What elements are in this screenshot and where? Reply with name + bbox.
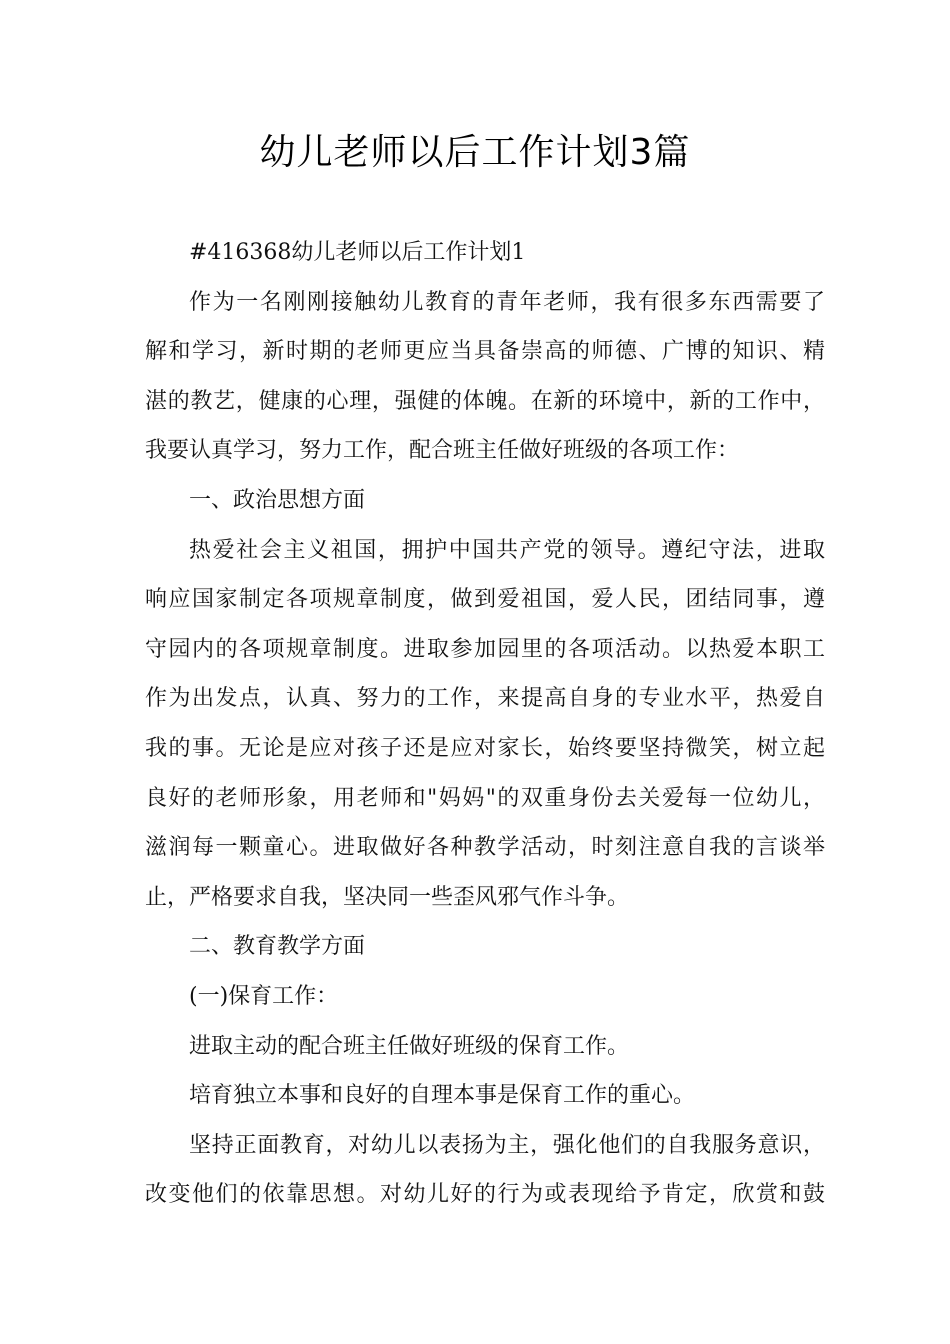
section-heading-education bbox=[145, 922, 825, 972]
paragraph-care-1 bbox=[145, 1022, 825, 1072]
text-line: 培育独立本事和良好的自理本事是保育工作的重心。 bbox=[189, 1083, 696, 1109]
subsection-heading-care bbox=[145, 972, 825, 1022]
text-line: 一、政治思想方面 bbox=[189, 487, 366, 513]
text-line: 我要认真学习，努力工作，配合班主任做好班级的各项工作： bbox=[145, 438, 740, 464]
text-line: (一)保育工作： bbox=[189, 983, 339, 1009]
paragraph-heading-1 bbox=[145, 228, 825, 278]
text-line: #416368幼儿老师以后工作计划1 bbox=[189, 240, 526, 265]
text-line: 良好的老师形象，用老师和"妈妈"的双重身份去关爱每一位幼儿， bbox=[145, 785, 825, 811]
text-line: 止，严格要求自我，坚决同一些歪风邪气作斗争。 bbox=[145, 884, 630, 910]
text-line: 作为一名刚刚接触幼儿教育的青年老师，我有很多东西需要了 bbox=[189, 289, 825, 315]
paragraph-political bbox=[145, 526, 825, 923]
text-line: 二、教育教学方面 bbox=[189, 934, 366, 960]
text-line: 坚持正面教育，对幼儿以表扬为主，强化他们的自我服务意识， bbox=[189, 1132, 825, 1158]
document-body bbox=[145, 228, 825, 1220]
paragraph-intro bbox=[145, 278, 825, 476]
text-line: 守园内的各项规章制度。进取参加园里的各项活动。以热爱本职工 bbox=[145, 636, 825, 662]
paragraph-care-2 bbox=[145, 1071, 825, 1121]
text-line: 作为出发点，认真、努力的工作，来提高自身的专业水平，热爱自 bbox=[145, 686, 825, 712]
paragraph-care-3 bbox=[145, 1121, 825, 1220]
text-line: 热爱社会主义祖国，拥护中国共产党的领导。遵纪守法，进取 bbox=[189, 537, 825, 563]
text-line: 我的事。无论是应对孩子还是应对家长，始终要坚持微笑，树立起 bbox=[145, 735, 825, 761]
text-line: 进取主动的配合班主任做好班级的保育工作。 bbox=[189, 1033, 630, 1059]
document-title: 幼儿老师以后工作计划3篇 bbox=[259, 132, 691, 173]
section-heading-political bbox=[145, 476, 825, 526]
text-line: 湛的教艺，健康的心理，强健的体魄。在新的环境中，新的工作中， bbox=[145, 388, 825, 414]
text-line: 改变他们的依靠思想。对幼儿好的行为或表现给予肯定，欣赏和鼓 bbox=[145, 1182, 825, 1208]
text-line: 滋润每一颗童心。进取做好各种教学活动，时刻注意自我的言谈举 bbox=[145, 835, 825, 861]
text-line: 响应国家制定各项规章制度，做到爱祖国，爱人民，团结同事，遵 bbox=[145, 587, 825, 613]
text-line: 解和学习，新时期的老师更应当具备崇高的师德、广博的知识、精 bbox=[145, 339, 825, 365]
